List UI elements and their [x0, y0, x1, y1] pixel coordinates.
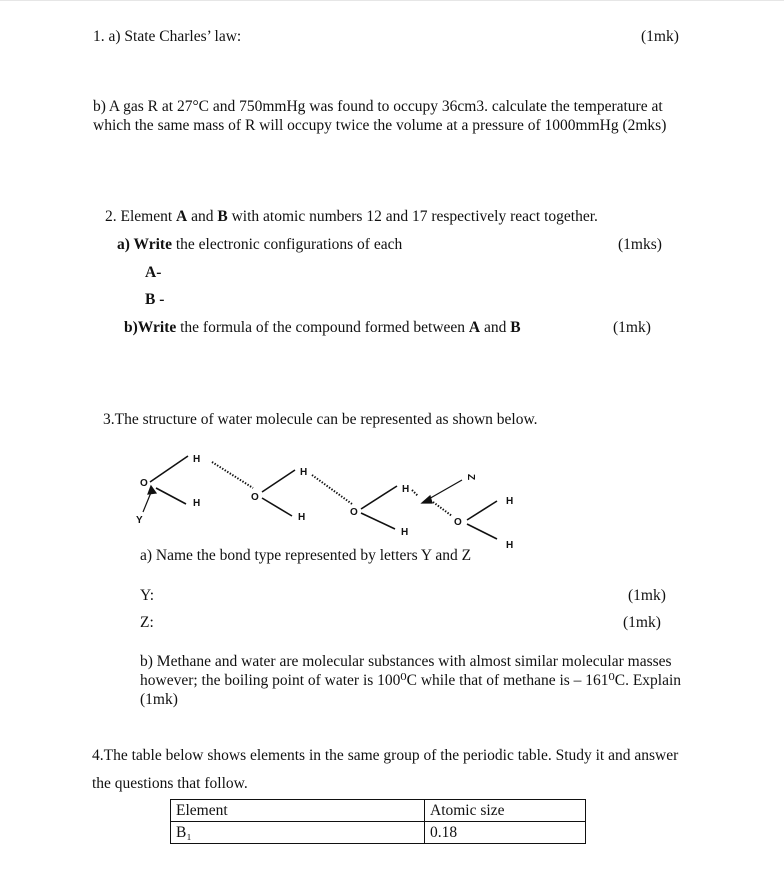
table-header-atomic-size: Atomic size — [425, 800, 586, 822]
hydrogen-bond — [433, 502, 452, 516]
q3-y-label: Y: — [140, 587, 155, 604]
q3-stem: 3.The structure of water molecule can be represented as shown below. — [103, 411, 538, 428]
atom-oxygen: O — [350, 507, 358, 518]
atom-hydrogen: H — [193, 454, 201, 465]
table-cell-atomic-size: 0.18 — [425, 822, 586, 844]
q2-answer-b-label: B - — [145, 291, 165, 308]
covalent-bond — [361, 486, 397, 509]
hydrogen-bond — [412, 490, 418, 496]
table-row — [171, 822, 586, 844]
atom-oxygen: O — [454, 517, 462, 528]
q3-b-text: b) Methane and water are molecular substances with almost similar molecular masses however; the boiling point of water is 100⁰C while that of methane is – 161⁰C. Explain (1mk) — [140, 653, 682, 708]
hydrogen-bond — [212, 462, 253, 488]
q4-stem-line1: 4.The table below shows elements in the same group of the periodic table. Study it and answer — [92, 747, 679, 764]
q3-a-text: a) Name the bond type represented by letters Y and Z — [140, 547, 472, 564]
q3-y-marks: (1mk) — [628, 587, 666, 604]
table-header-element: Element — [171, 800, 425, 822]
q3-z-marks: (1mk) — [623, 614, 661, 631]
z-arrow-head — [422, 496, 432, 503]
q2-b-marks: (1mk) — [613, 319, 651, 336]
q4-stem-line2: the questions that follow. — [92, 775, 248, 792]
q3-z-label: Z: — [140, 614, 154, 631]
q2-b-text: b)Write the formula of the compound formed between A and B — [124, 319, 521, 336]
elements-table — [170, 799, 586, 844]
q2-stem: 2. Element A and B with atomic numbers 12 and 17 respectively react together. — [105, 208, 598, 225]
label-z: Z — [465, 474, 476, 481]
covalent-bond — [361, 513, 395, 529]
y-arrow-head — [148, 486, 156, 494]
atom-hydrogen: H — [506, 540, 514, 551]
atom-oxygen: O — [251, 492, 259, 503]
covalent-bond — [467, 524, 497, 539]
hydrogen-bond — [312, 475, 352, 504]
atom-hydrogen: H — [193, 498, 201, 509]
covalent-bond — [156, 488, 186, 504]
q1-b-text: b) A gas R at 27°C and 750mmHg was found to occupy 36cm3. calculate the temperature at which the same mass of R will occupy twice the volume at a pressure of 1000mmHg (2mks) — [93, 98, 667, 134]
q2-answer-a-label: A- — [145, 264, 162, 281]
table-header-row — [171, 800, 586, 822]
q1-a-marks: (1mk) — [641, 28, 679, 45]
q1-a-text: 1. a) State Charles’ law: — [93, 28, 242, 45]
z-arrow — [427, 480, 462, 500]
atom-oxygen: O — [140, 478, 148, 489]
table-cell-element: B₁ — [171, 822, 425, 844]
covalent-bond — [262, 470, 295, 492]
covalent-bond — [467, 501, 497, 520]
atom-hydrogen: H — [402, 484, 410, 495]
atom-hydrogen: H — [300, 467, 308, 478]
covalent-bond — [150, 456, 188, 482]
atom-hydrogen: H — [401, 527, 409, 538]
atom-hydrogen: H — [506, 496, 514, 507]
atom-hydrogen: H — [298, 512, 306, 523]
label-y: Y — [136, 515, 143, 526]
q2-a-marks: (1mks) — [618, 236, 662, 253]
covalent-bond — [262, 498, 292, 516]
q2-a-text: a) Write the electronic configurations of each — [117, 236, 403, 253]
